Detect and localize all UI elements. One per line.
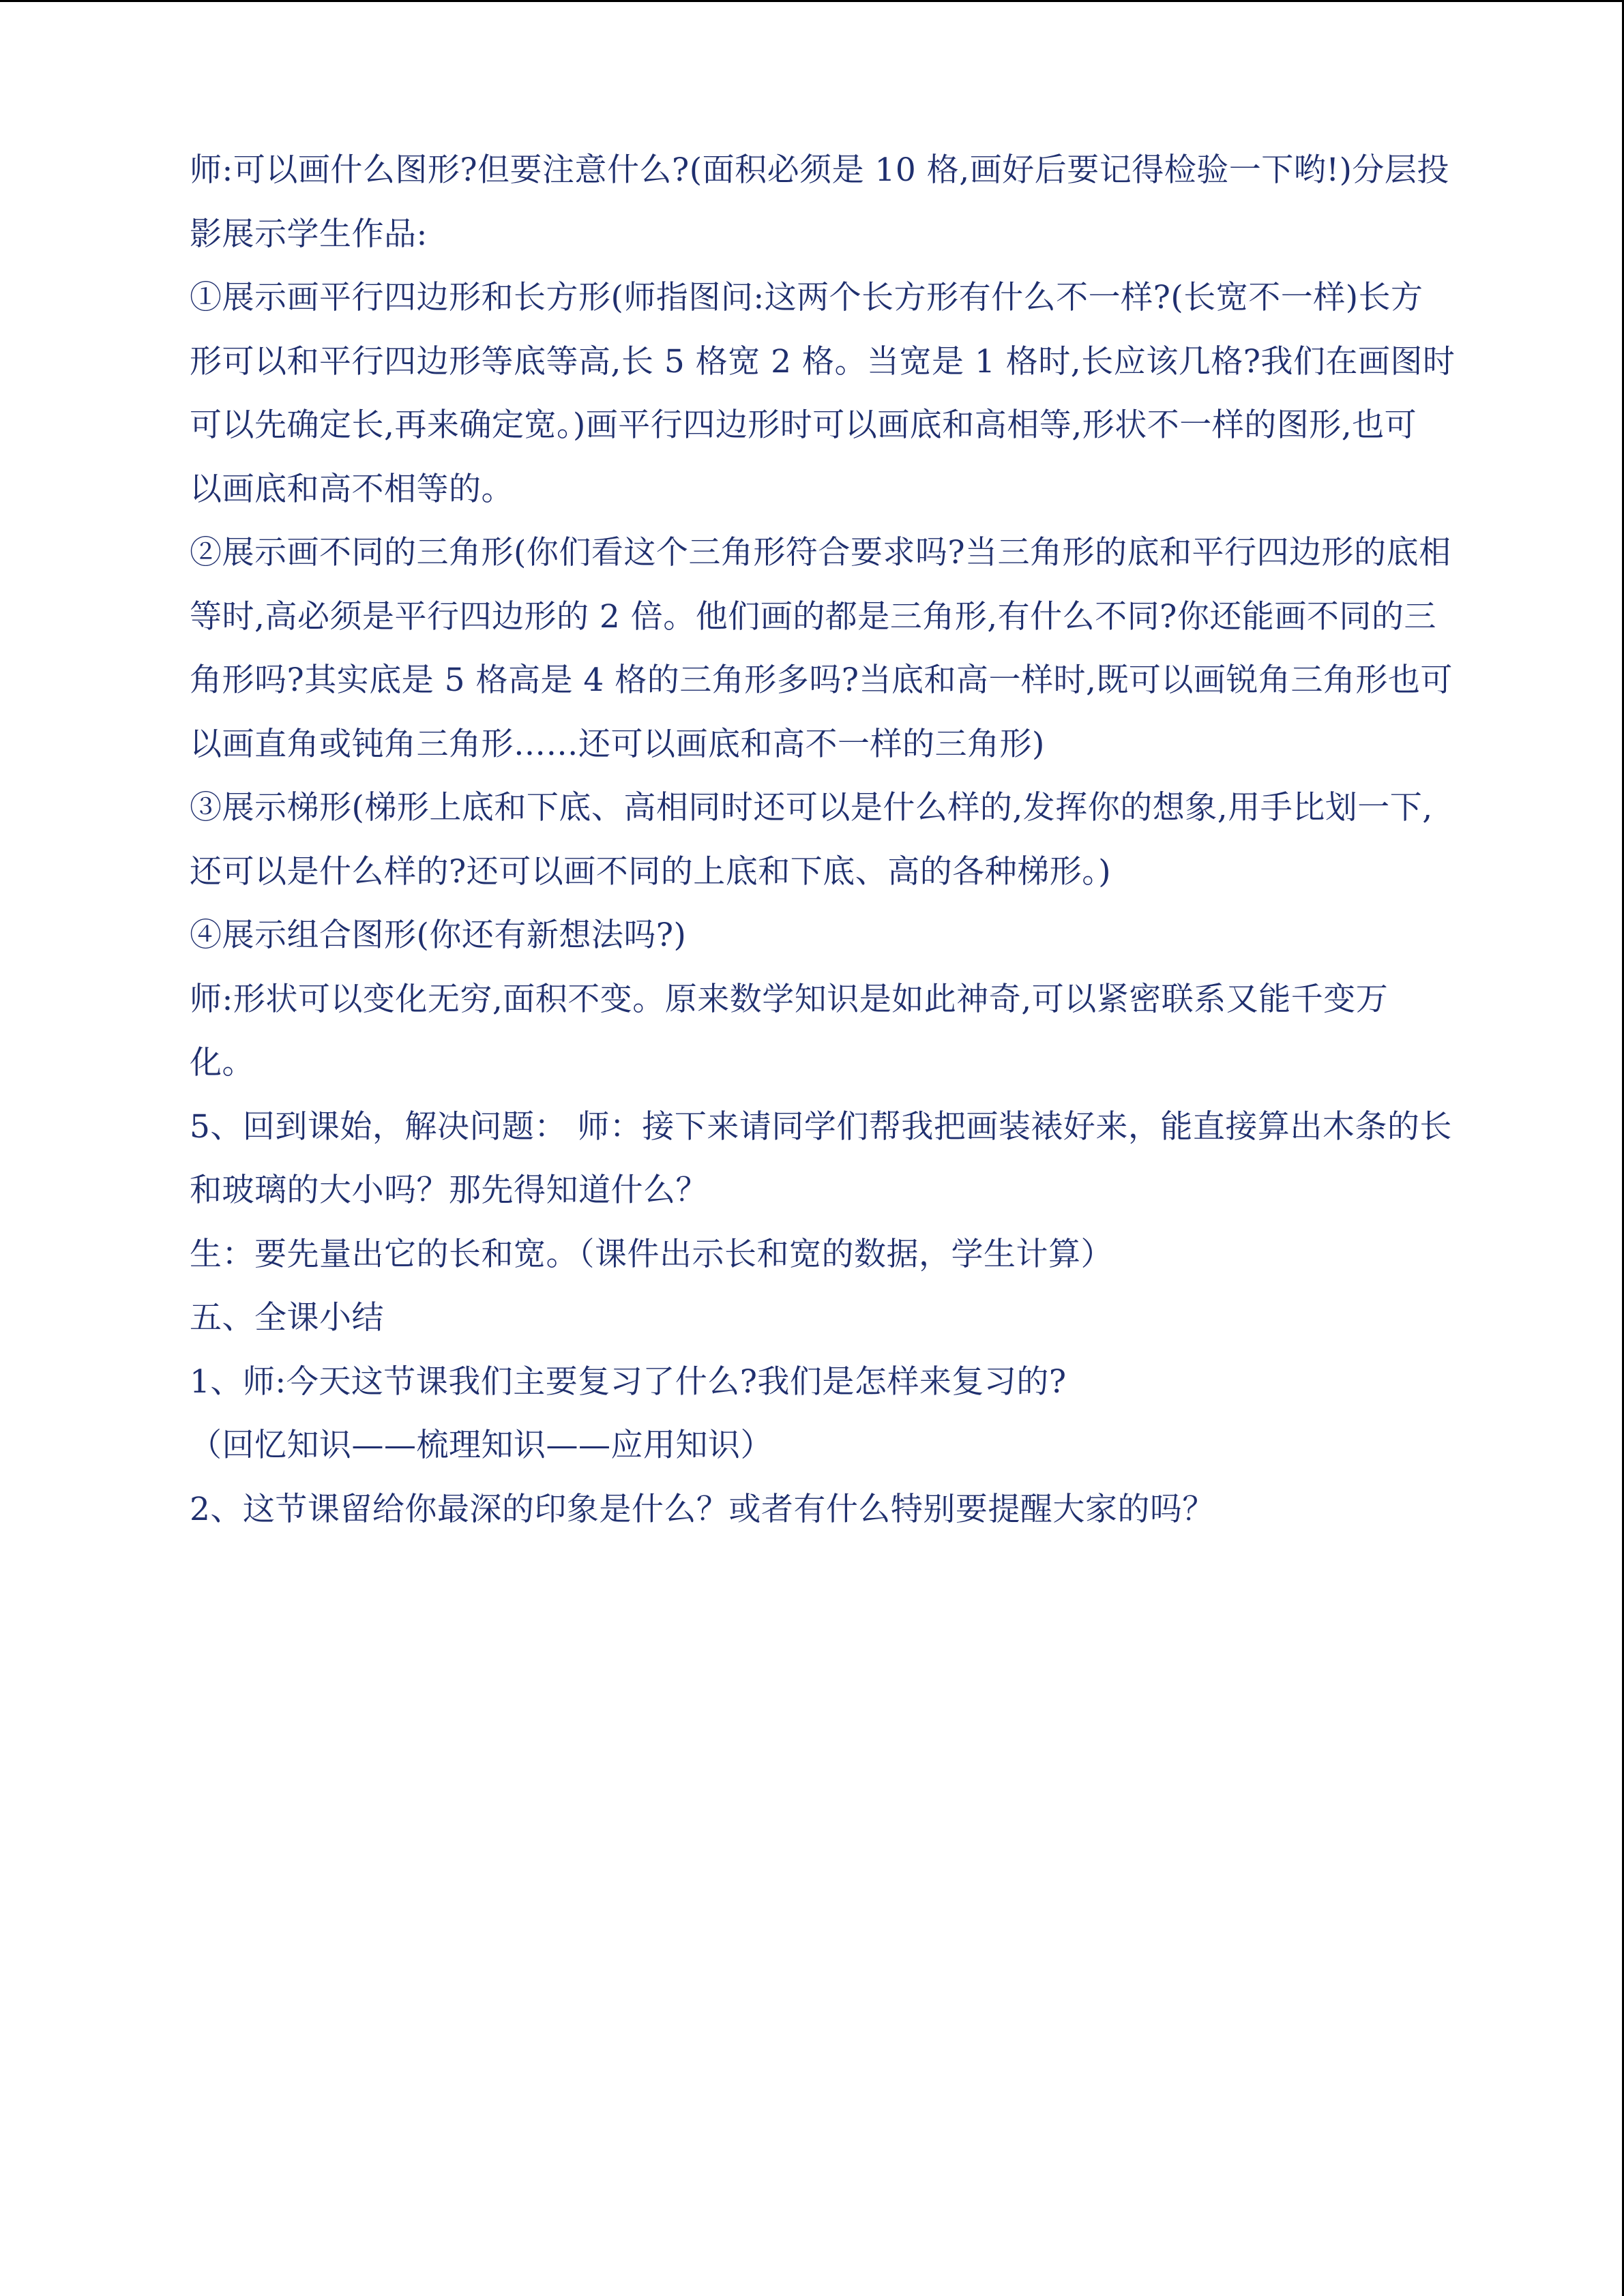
text-line: 角形吗?其实底是 5 格高是 4 格的三角形多吗?当底和高一样时,既可以画锐角三角形也可 bbox=[190, 661, 1453, 699]
text-line: 还可以是什么样的?还可以画不同的上底和下底、高的各种梯形。) bbox=[190, 852, 1112, 891]
text-line: ③展示梯形(梯形上底和下底、高相同时还可以是什么样的,发挥你的想象,用手比划一下, bbox=[190, 789, 1433, 826]
section-heading: 五、全课小结 bbox=[190, 1299, 384, 1337]
text-line: 以画直角或钝角三角形……还可以画底和高不一样的三角形) bbox=[190, 725, 1045, 763]
text-line: 2、这节课留给你最深的印象是什么？或者有什么特别要提醒大家的吗？ bbox=[190, 1490, 1215, 1528]
text-line: 和玻璃的大小吗？那先得知道什么？ bbox=[190, 1172, 708, 1209]
text-line: 1、师:今天这节课我们主要复习了什么?我们是怎样来复习的? bbox=[190, 1362, 1067, 1401]
text-line: 可以先确定长,再来确定宽。)画平行四边形时可以画底和高相等,形状不一样的图形,也可 bbox=[190, 406, 1417, 444]
text-line: 5、回到课始，解决问题： 师：接下来请同学们帮我把画装裱好来，能直接算出木条的长 bbox=[190, 1107, 1452, 1146]
text-line: 形可以和平行四边形等底等高,长 5 格宽 2 格。当宽是 1 格时,长应该几格?我们在画图时 bbox=[190, 342, 1456, 381]
text-line: 生：要先量出它的长和宽。（课件出示长和宽的数据，学生计算） bbox=[190, 1235, 1113, 1273]
text-line: 等时,高必须是平行四边形的 2 倍。他们画的都是三角形,有什么不同?你还能画不同的三 bbox=[190, 597, 1436, 636]
text-line: 以画底和高不相等的。 bbox=[190, 470, 514, 508]
text-line: （回忆知识——梳理知识——应用知识） bbox=[190, 1427, 773, 1464]
text-line: 影展示学生作品: bbox=[190, 215, 428, 253]
text-line: ①展示画平行四边形和长方形(师指图问:这两个长方形有什么不一样?(长宽不一样)长方 bbox=[190, 279, 1423, 316]
text-line: ②展示画不同的三角形(你们看这个三角形符合要求吗?当三角形的底和平行四边形的底相 bbox=[190, 534, 1451, 571]
text-line: 师:形状可以变化无穷,面积不变。原来数学知识是如此神奇,可以紧密联系又能千变万 bbox=[190, 980, 1389, 1018]
text-line: 化。 bbox=[190, 1044, 254, 1082]
text-line: 师:可以画什么图形?但要注意什么?(面积必须是 10 格,画好后要记得检验一下哟!)分层投 bbox=[190, 151, 1449, 189]
document-body bbox=[190, 138, 1499, 1541]
text-line: ④展示组合图形(你还有新想法吗?) bbox=[190, 916, 687, 954]
